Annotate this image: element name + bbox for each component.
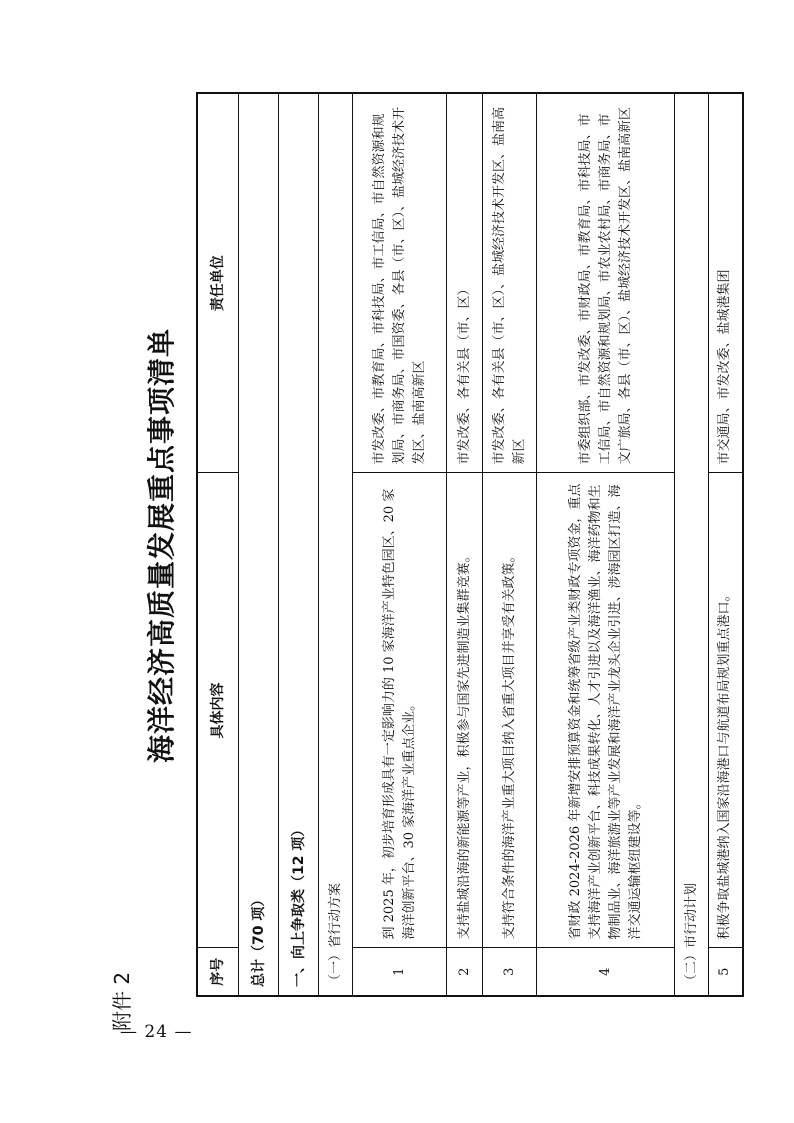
row-content: 到 2025 年，初步培育形成具有一定影响力的 10 家海洋产业特色园区、20 家海洋创新平台、30 家海洋产业重点企业。 bbox=[353, 473, 447, 948]
total-label: 总计（70 项） bbox=[239, 93, 279, 996]
subsection-row bbox=[675, 93, 709, 996]
row-content: 省财政 2024-2026 年新增安排预算资金和统筹省级产业类财政专项资金，重点支持海洋产业创新平台、科技成果转化、人才引进以及海洋渔业、海洋药物和生物制品业、海洋旅游业等产业发展和海洋产业龙头企业引进、涉海园区打造、海洋交通运输枢纽建设等。 bbox=[537, 473, 675, 948]
page-number: — 24 — bbox=[120, 1022, 193, 1042]
header-content: 具体内容 bbox=[197, 473, 239, 948]
table-row bbox=[353, 93, 447, 996]
table-row bbox=[483, 93, 537, 996]
category-1-label: 一、向上争取类（12 项） bbox=[279, 93, 319, 996]
subsection-2-label: （二）市行动计划 bbox=[675, 93, 709, 996]
row-seq: 3 bbox=[483, 948, 537, 996]
row-unit: 市发改委、各有关县（市、区）、盐城经济技术开发区、盐南高新区 bbox=[483, 93, 537, 473]
row-seq: 4 bbox=[537, 948, 675, 996]
row-unit: 市发改委、各有关县（市、区） bbox=[447, 93, 483, 473]
row-seq: 5 bbox=[709, 948, 743, 996]
table-row bbox=[709, 93, 743, 996]
row-content: 支持盐城沿海的新能源等产业，积极参与国家先进制造业集群竞赛。 bbox=[447, 473, 483, 948]
items-table bbox=[196, 92, 744, 997]
total-row bbox=[239, 93, 279, 996]
attachment-label: 附件 2 bbox=[110, 971, 134, 1031]
row-unit: 市交通局、市发改委、盐城港集团 bbox=[709, 93, 743, 473]
row-unit: 市委组织部、市发改委、市财政局、市教育局、市科技局、市工信局、市自然资源和规划局、市农业农村局、市商务局、市文广旅局、各县（市、区）、盐城经济技术开发区、盐南高新区 bbox=[537, 93, 675, 473]
document-title: 海洋经济高质量发展重点事项清单 bbox=[145, 327, 178, 763]
row-seq: 1 bbox=[353, 948, 447, 996]
row-content: 支持符合条件的海洋产业重大项目纳入省重大项目并享受有关政策。 bbox=[483, 473, 537, 948]
header-seq: 序号 bbox=[197, 948, 239, 996]
subsection-1-label: （一）省行动方案 bbox=[319, 93, 353, 996]
category-row bbox=[279, 93, 319, 996]
table-row bbox=[447, 93, 483, 996]
header-unit: 责任单位 bbox=[197, 93, 239, 473]
table-row bbox=[537, 93, 675, 996]
subsection-row bbox=[319, 93, 353, 996]
row-content: 积极争取盐城港纳入国家沿海港口与航道布局规划重点港口。 bbox=[709, 473, 743, 948]
row-unit: 市发改委、市教育局、市科技局、市工信局、市自然资源和规划局、市商务局、市国资委、各县（市、区）、盐城经济技术开发区、盐南高新区 bbox=[353, 93, 447, 473]
row-seq: 2 bbox=[447, 948, 483, 996]
table-header-row bbox=[197, 93, 239, 996]
